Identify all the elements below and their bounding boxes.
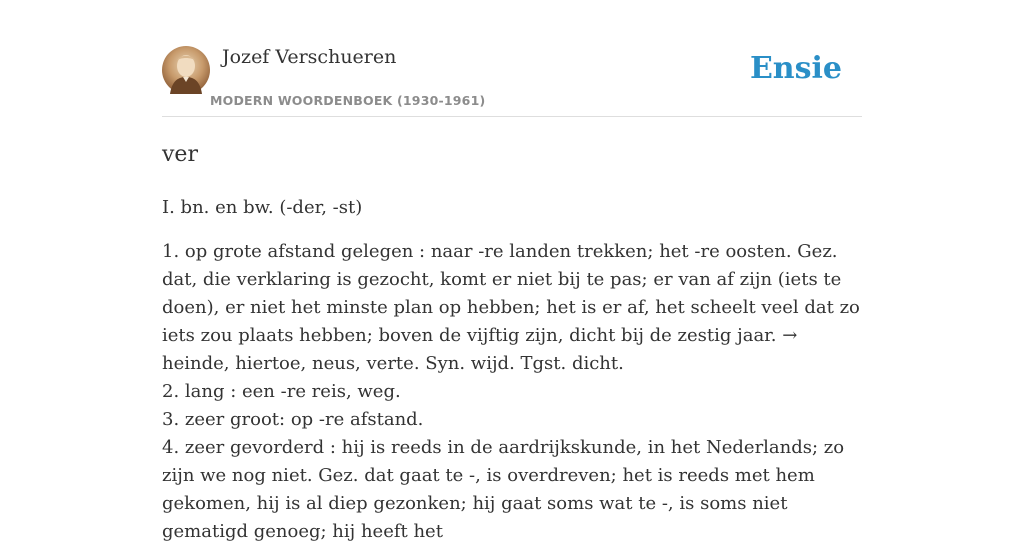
part-of-speech: I. bn. en bw. (-der, -st) xyxy=(162,197,363,218)
definition-1: 1. op grote afstand gelegen : naar -re landen trekken; het -re oosten. Gez. dat, die verklaring is gezocht, komt er niet bij te pas; er van af zijn (iets te doen), er niet het minste plan op hebben; het is er af, het scheelt veel dat zo iets zou plaats hebben; boven de vijftig zijn, dicht bij de zestig jaar. → heinde, hiertoe, neus, verte. Syn. wijd. Tgst. dicht. xyxy=(162,241,860,374)
author-name[interactable]: Jozef Verschueren xyxy=(222,46,397,68)
header xyxy=(162,0,862,117)
definition-2: 2. lang : een -re reis, weg. xyxy=(162,381,401,402)
entry-term: ver xyxy=(162,142,198,167)
definition-4: 4. zeer gevorderd : hij is reeds in de aardrijkskunde, in het Nederlands; zo zijn we nog niet. Gez. dat gaat te -, is overdreven; het is reeds met hem gekomen, hij is al diep gezonken; hij gaat soms wat te -, is soms niet gematigd genoeg; hij heeft het xyxy=(162,437,845,542)
brand-logo[interactable]: Ensie xyxy=(749,51,842,86)
source-label[interactable]: MODERN WOORDENBOEK (1930-1961) xyxy=(210,93,486,108)
entry-content xyxy=(162,140,864,546)
portrait-image xyxy=(162,46,210,94)
definition-3: 3. zeer groot: op -re afstand. xyxy=(162,409,424,430)
author-avatar[interactable] xyxy=(162,46,210,94)
